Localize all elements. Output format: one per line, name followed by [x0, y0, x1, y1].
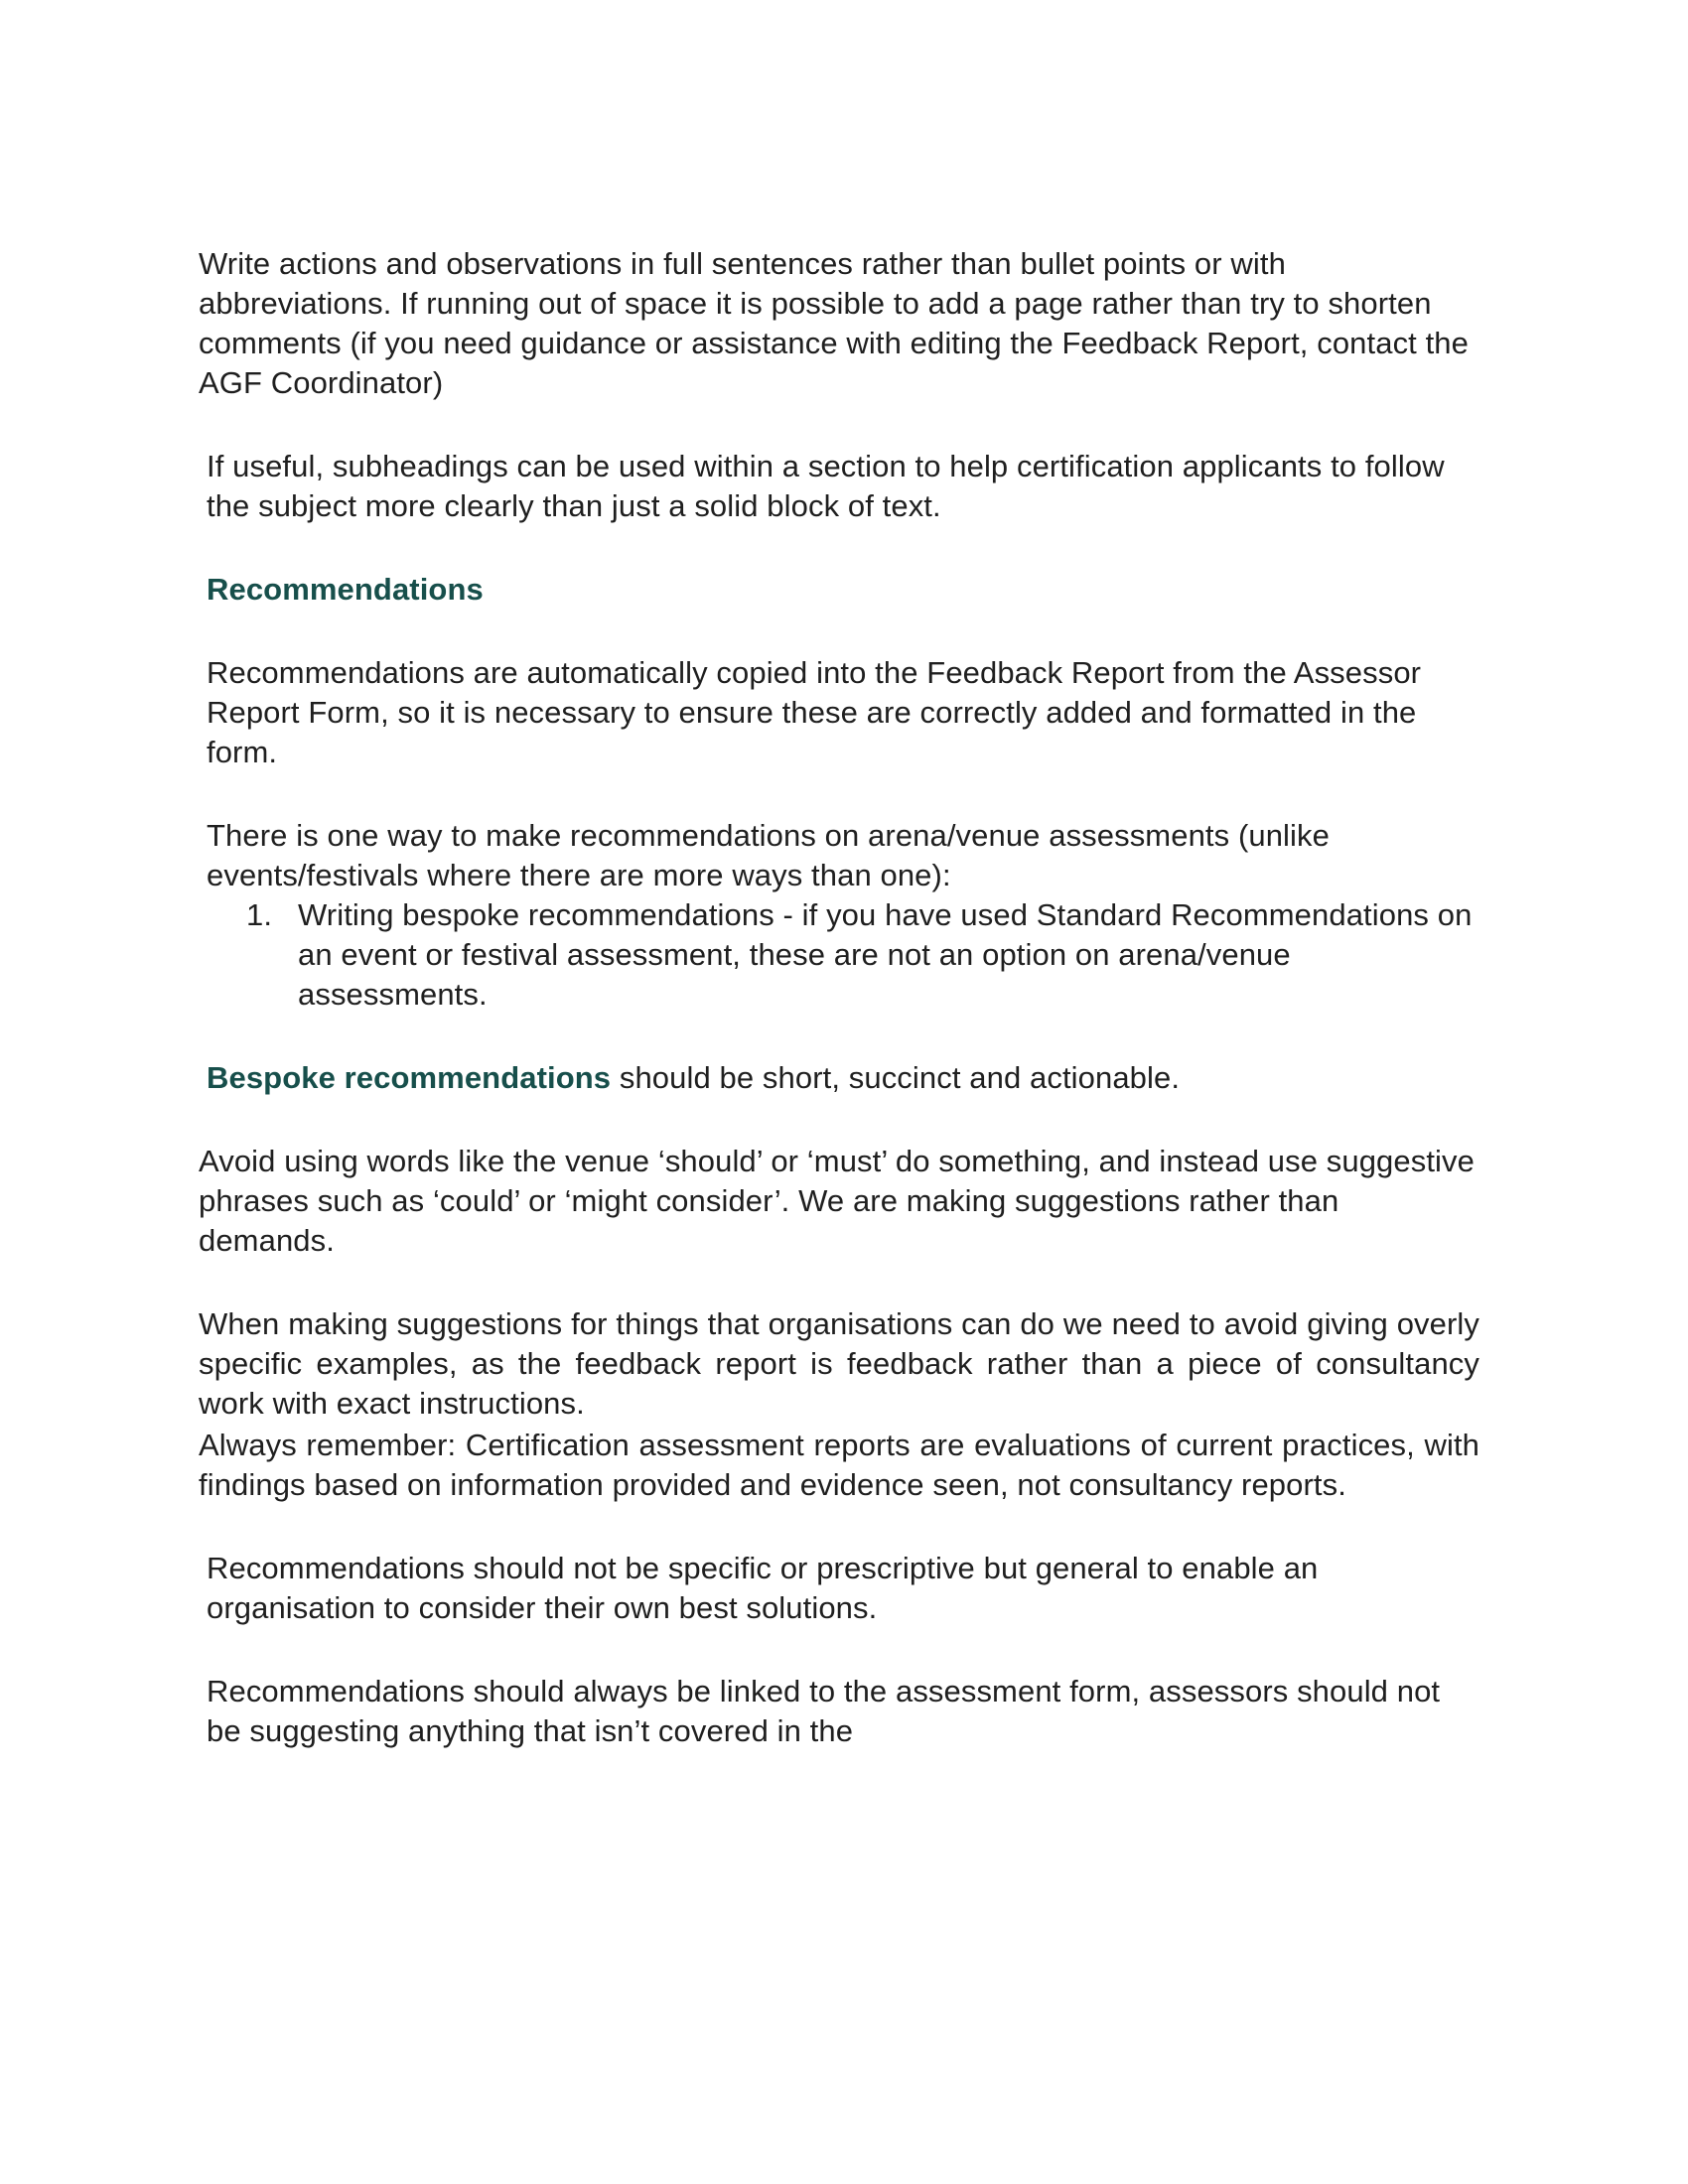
- list-item-number: 1.: [246, 897, 273, 932]
- bespoke-recommendations-term: Bespoke recommendations: [207, 1060, 612, 1095]
- recommendation-methods-list: [199, 895, 1479, 1015]
- bespoke-recommendations-rest: should be short, succinct and actionable.: [611, 1060, 1181, 1095]
- list-item-text: Writing bespoke recommendations - if you have used Standard Recommendations on an event or festival assessment, these are not an option on arena/venue assessments.: [298, 897, 1473, 1012]
- document-body: [199, 244, 1479, 1751]
- section-heading-recommendations: Recommendations: [207, 572, 484, 607]
- paragraph-one-way: There is one way to make recommendations on arena/venue assessments (unlike events/festivals where there are more ways than one):: [207, 818, 1330, 892]
- paragraph-avoid-specific-examples: When making suggestions for things that organisations can do we need to avoid giving overly specific examples, as the feedback report is feedback rather than a piece of consultancy work with exact instructions.: [199, 1306, 1479, 1421]
- paragraph-subheadings: If useful, subheadings can be used within a section to help certification applicants to follow the subject more clearly than just a solid block of text.: [207, 449, 1445, 523]
- list-item: [199, 895, 1479, 1015]
- paragraph-bespoke-recommendations: [199, 1058, 1479, 1098]
- paragraph-full-sentences: Write actions and observations in full sentences rather than bullet points or with abbreviations. If running out of space it is possible to add a page rather than try to shorten comments (if you need guidance or assistance with editing the Feedback Report, contact the AGF Coordinator): [199, 246, 1469, 400]
- paragraph-linked-to-form: Recommendations should always be linked to the assessment form, assessors should not be suggesting anything that isn’t covered in the: [207, 1674, 1441, 1748]
- paragraph-not-prescriptive: Recommendations should not be specific or prescriptive but general to enable an organisation to consider their own best solutions.: [207, 1551, 1319, 1625]
- paragraph-recommendations-copied: Recommendations are automatically copied into the Feedback Report from the Assessor Report Form, so it is necessary to ensure these are correctly added and formatted in the form.: [207, 655, 1422, 769]
- paragraph-always-remember: Always remember: Certification assessment reports are evaluations of current practices, with findings based on information provided and evidence seen, not consultancy reports.: [199, 1428, 1479, 1502]
- paragraph-avoid-words: Avoid using words like the venue ‘should’ or ‘must’ do something, and instead use suggestive phrases such as ‘could’ or ‘might consider’. We are making suggestions rather than demands.: [199, 1144, 1475, 1258]
